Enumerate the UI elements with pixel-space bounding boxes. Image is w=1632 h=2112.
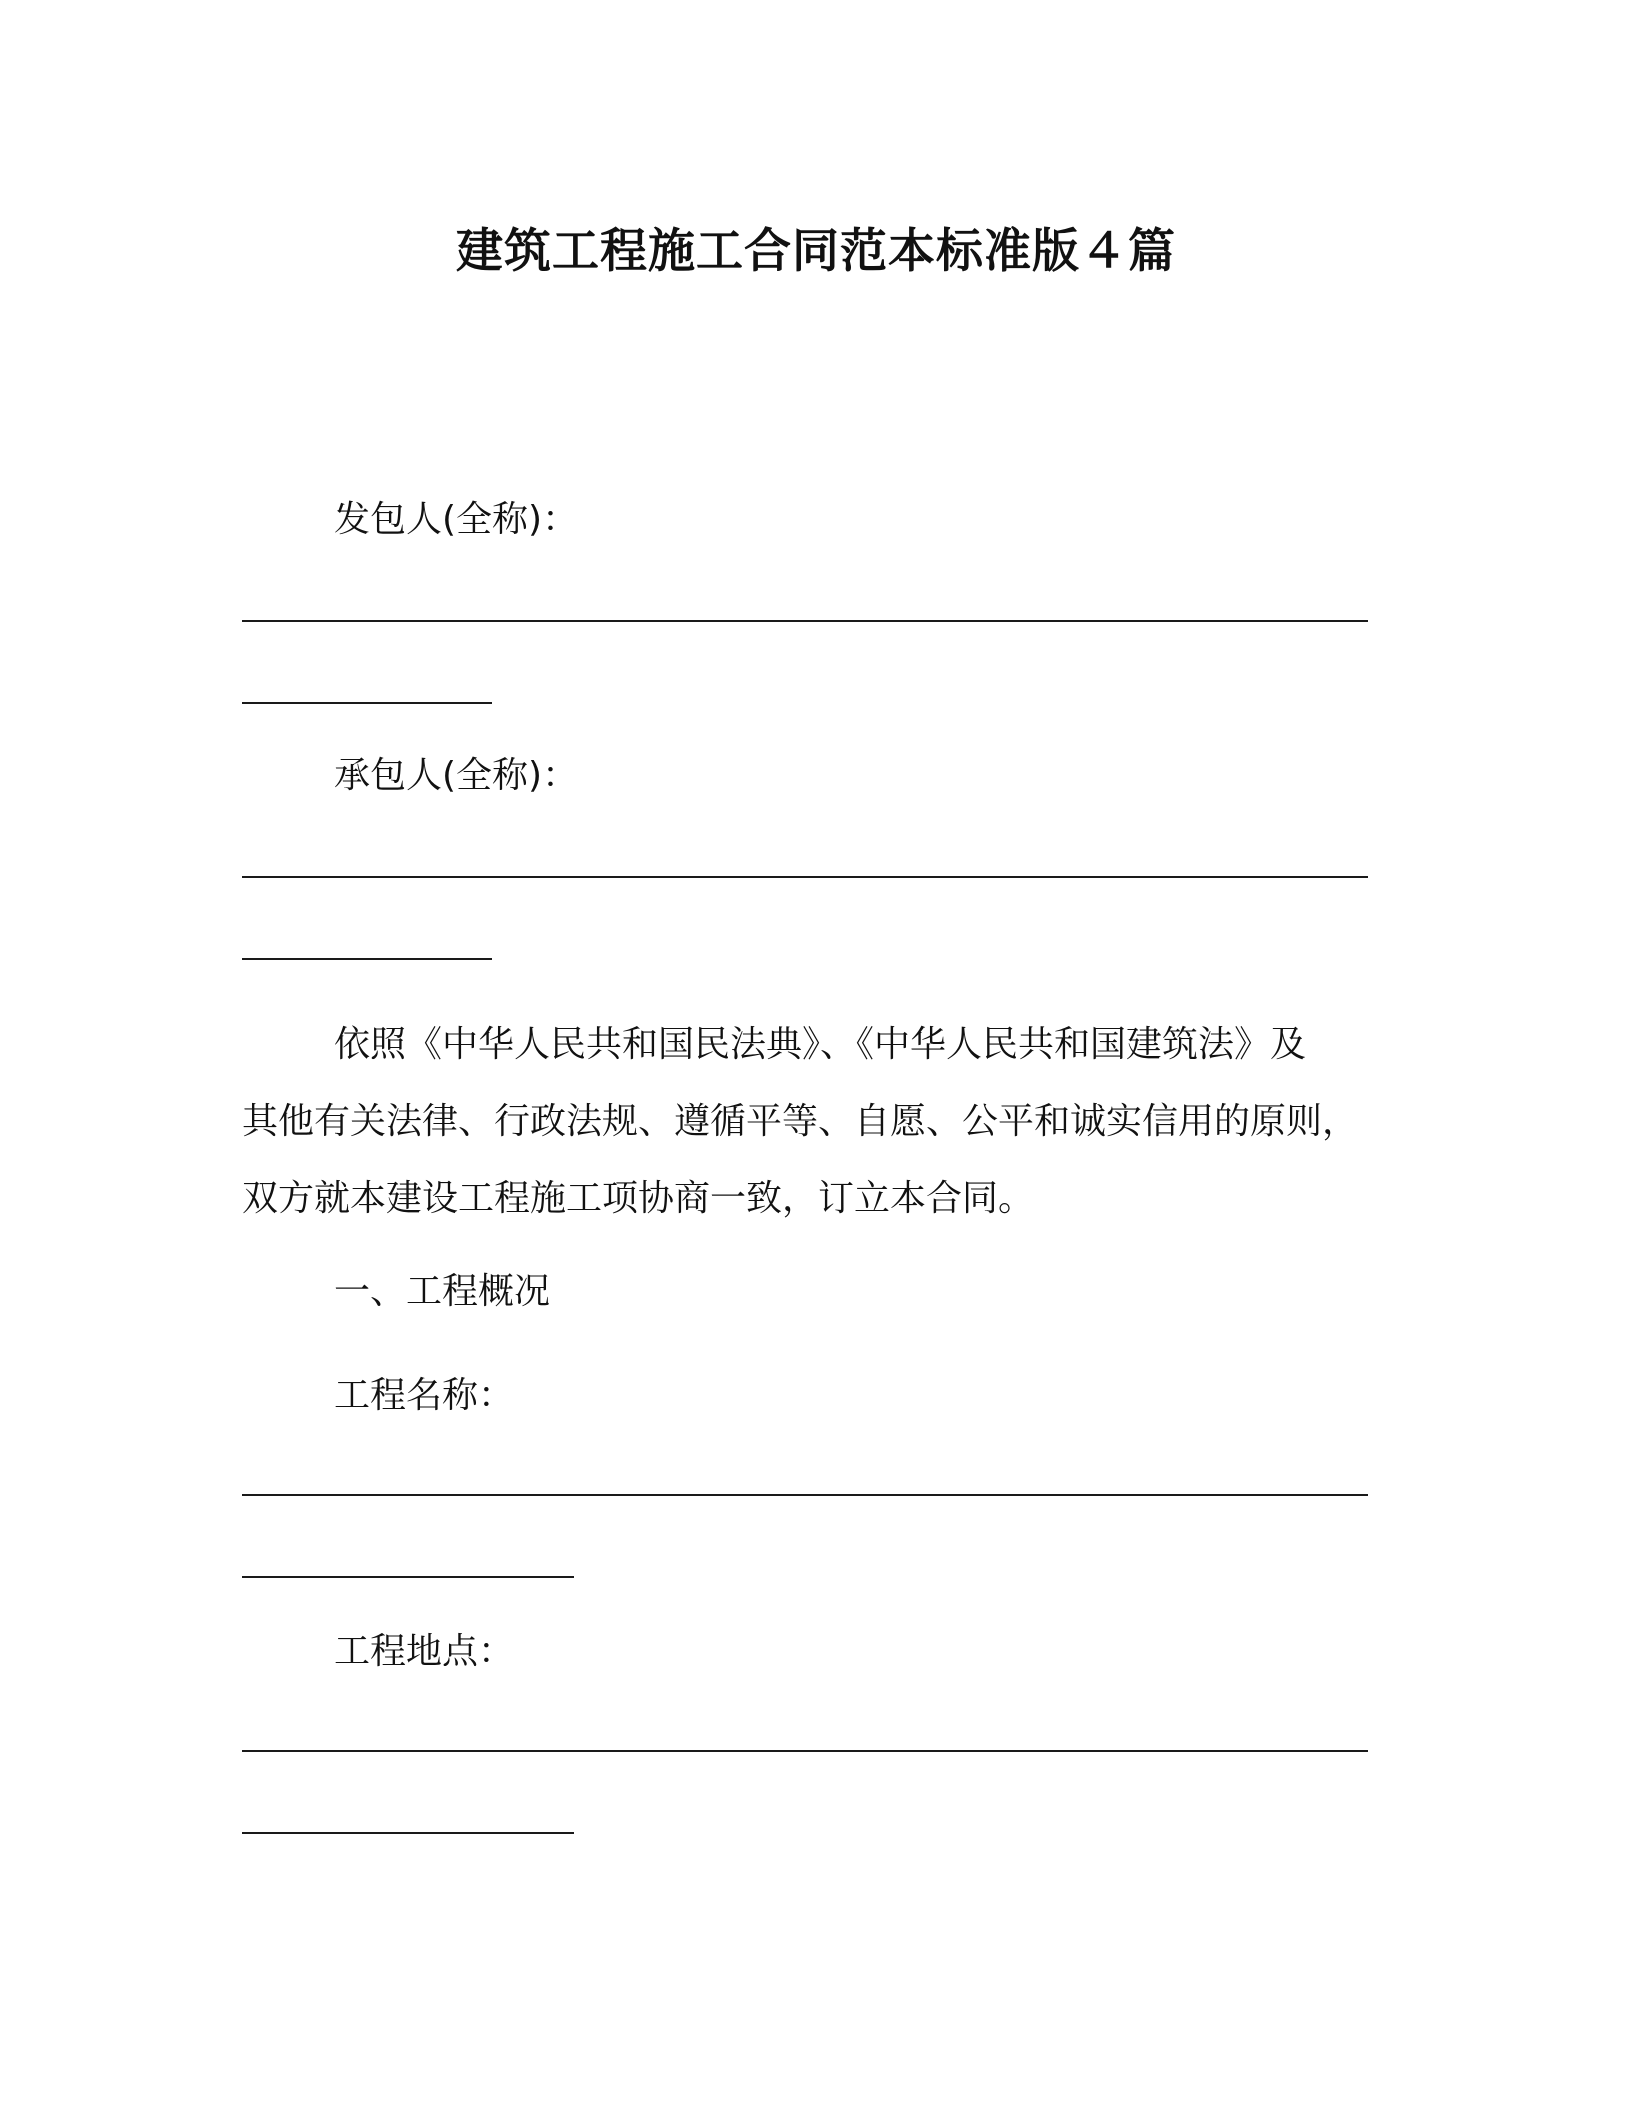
employer-label: 发包人(全称)： bbox=[334, 499, 579, 540]
preamble-line-3: 双方就本建设工程施工项协商一致，订立本合同。 bbox=[242, 1178, 1035, 1219]
employer-blank-line-2 bbox=[242, 702, 492, 704]
preamble-line-1: 依照《中华人民共和国民法典》、《中华人民共和国建筑法》及 bbox=[334, 1024, 1307, 1065]
project-name-label: 工程名称： bbox=[334, 1375, 515, 1416]
contractor-blank-line-2 bbox=[242, 958, 492, 960]
employer-blank-line-1 bbox=[242, 620, 1368, 622]
preamble-paragraph bbox=[242, 1006, 1382, 1237]
contractor-label: 承包人(全称)： bbox=[334, 755, 579, 796]
project-name-blank-line-2 bbox=[242, 1576, 574, 1578]
preamble-line-2: 其他有关法律、行政法规、遵循平等、自愿、公平和诚实信用的原则， bbox=[242, 1101, 1359, 1142]
document-title: 建筑工程施工合同范本标准版４篇 bbox=[456, 224, 1176, 279]
project-location-blank-line-2 bbox=[242, 1832, 574, 1834]
project-name-blank-line-1 bbox=[242, 1494, 1368, 1496]
section-1-heading: 一、工程概况 bbox=[334, 1271, 551, 1312]
contractor-blank-line-1 bbox=[242, 876, 1368, 878]
project-location-blank-line-1 bbox=[242, 1750, 1368, 1752]
project-location-label: 工程地点： bbox=[334, 1631, 515, 1672]
